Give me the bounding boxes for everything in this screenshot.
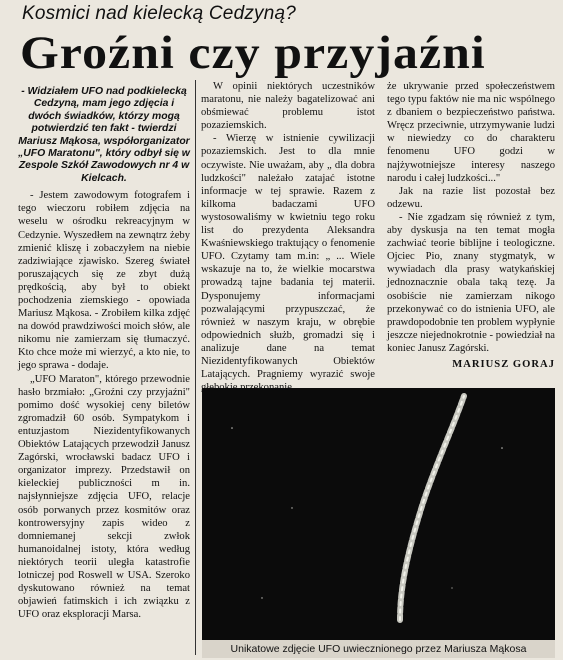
paragraph: Jak na razie list pozostał bez odzewu. (387, 185, 555, 210)
paragraph: - Nie zgadzam się również z tym, aby dyskusja na ten temat mogła zachwiać teorie biblijne i teologiczne. Ojciec Pio, znany stygmatyk, w wywiadach dla prasy watykańskiej jednoznacznie obala taką tezę. Ja osobiście nie zamierzam nikogo przekonywać co do istnienia UFO, ale prawdopodobnie ten problem wypłynie jeszcze niejednokrotnie - powiedział na koniec Janusz Zagórski. (387, 211, 555, 354)
column-2 (201, 80, 375, 385)
column-divider (195, 80, 196, 655)
article-kicker: Kosmici nad kielecką Cedzyną? (22, 3, 297, 24)
paragraph: - Jestem zawodowym fotografem i tego wieczoru robiłem zdjęcia na weselu w ośrodku rekreacyjnym w Cedzynie. Wyszedłem na zewnątrz żeby zmienić kliszę i zobaczyłem na niebie zadziwiające zjawisko. Szereg świateł poruszających się ze zbyt dużą prędkością, aby był to obiekt pochodzenia ziemskiego - opowiada Mariusz Mąkosa. - Zrobiłem kilka zdjęć na dowód prawdziwości moich słów, ale nikomu nie zamierzam się tłumaczyć. Kto chce może mi wierzyć, a kto nie, to jego sprawa - dodaje. (18, 190, 190, 372)
photo-caption: Unikatowe zdjęcie UFO uwiecznionego przez Mariusza Mąkosa (202, 640, 555, 658)
column-3 (387, 80, 555, 396)
paragraph: - Wierzę w istnienie cywilizacji pozaziemskich. Jest to dla mnie oczywiste. Nie uważam, aby „ dla dobra ludzkości" należało zatajać istotne informacje w tej sprawie. Razem z kilkoma badaczami UFO wystosowaliśmy w kwietniu tego roku list do prezydenta Aleksandra Kwaśniewskiego traktujący o fenomenie UFO. Czytamy tam m.in: „ ... Wiele wskazuje na to, że wielkie mocarstwa prowadzą tajne badania tej materii. Dysponujemy informacjami pozwalającymi przypuszczać, że również w naszym kraju, w obrębie odpowiednich służb, gromadzi się i analizuje dane na temat Niezidentyfikowanych Obiektów Latających. Pragniemy wyrazić swoje (201, 133, 375, 381)
author-byline: MARIUSZ GORAJ (452, 358, 555, 370)
article-headline: Groźni czy przyjaźni (20, 27, 486, 79)
paragraph: „UFO Maraton", którego przewodnie hasło brzmiało: „Groźni czy przyjaźni" pomimo dość wysokiej ceny biletów zgromadził 60 osób. Sympatykom i entuzjastom Niezidentyfikowanych Obiektów Latających przewodził Janusz Zagórski, wrocławski badacz UFO i organizator imprezy. Przedstawił on kieleckiej publiczności m in. najsłynniejsze zdjęcia UFO, relacje osób porwanych przez kosmitów oraz kontrowersyjny zapis wideo z domniemanej sekcji zwłok humanoidalnej istoty, która według niektórych teorii uległa katastrofie lotniczej pod Roswell w USA. Szeroko dyskutowano również na temat objawień fatimskich i ich związku z UFO oraz eksploracji Marsa. (18, 373, 190, 621)
paragraph: W opinii niektórych uczestników maratonu, nie należy bagatelizować ani obśmiewać problemu istot pozaziemskich. (201, 81, 375, 132)
column-1 (18, 86, 190, 656)
ufo-photo (202, 388, 555, 640)
article-lead: - Widziałem UFO nad podkielecką Cedzyną, mam jego zdjęcia i dwóch świadków, którzy mogą potwierdzić ten fakt - twierdzi Mariusz Mąkosa, współorganizator „UFO Maratonu", który odbył się w Zespole Szkół Zawodowych nr 4 w Kielcach. (18, 86, 190, 184)
paragraph: że ukrywanie przed społeczeństwem tego typu faktów nie ma nic wspólnego z dbaniem o bezpieczeństwo państwa. Wręcz przeciwnie, utrzymywanie ludzi w niewiedzy co do charakteru fenomenu UFO godzi w najżywotniejsze interesy naszego narodu i całej ludzkości..." (387, 81, 555, 184)
ufo-photo-image (202, 388, 555, 640)
